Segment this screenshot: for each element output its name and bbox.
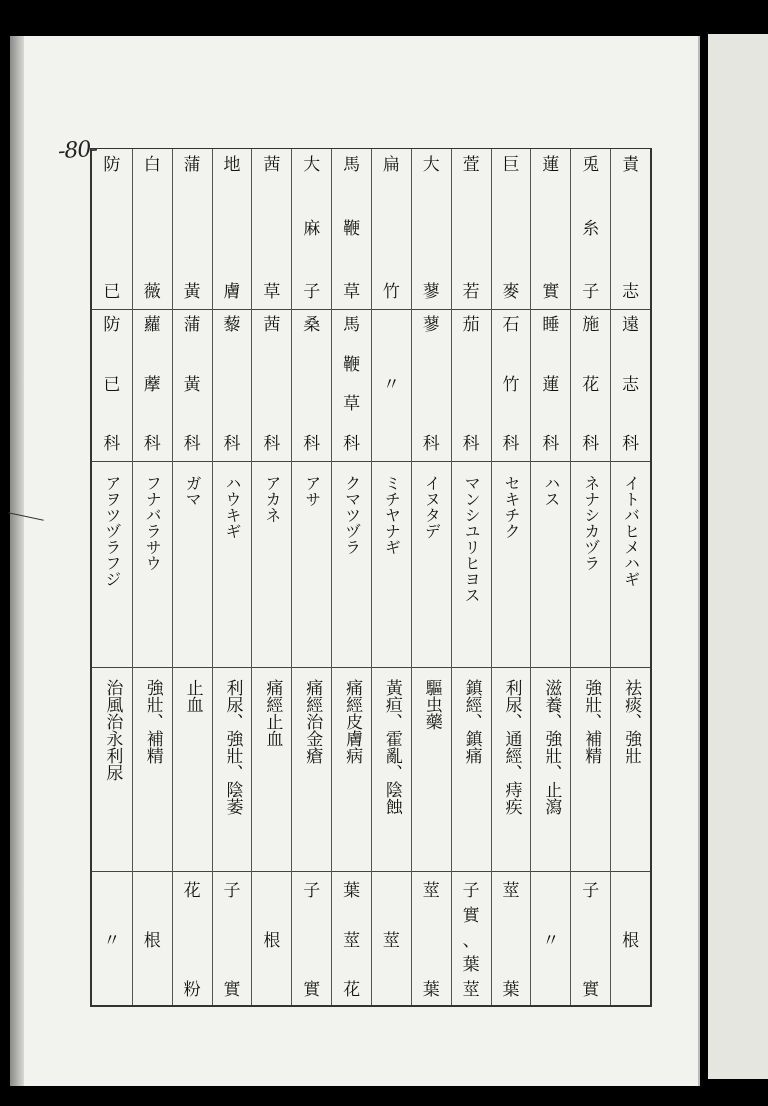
cell-part: 莖 葉 bbox=[502, 881, 520, 1000]
cell-use bbox=[332, 679, 371, 865]
cell-kana bbox=[571, 475, 610, 661]
cell-use bbox=[531, 679, 570, 865]
cell-part: 花 粉 bbox=[183, 881, 201, 1000]
cell-name: 大 蓼 bbox=[422, 155, 440, 302]
herb-column bbox=[291, 149, 331, 1005]
herb-column bbox=[331, 149, 371, 1005]
cell-part: 葉 莖 花 bbox=[343, 881, 361, 1000]
cell-kana bbox=[213, 475, 252, 661]
cell-kana bbox=[133, 475, 172, 661]
cell-part: 〃 bbox=[103, 930, 121, 951]
cell-use-text: 驅虫藥 bbox=[421, 679, 442, 730]
cell-kana-text: フナバラサウ bbox=[143, 475, 163, 571]
herb-column bbox=[371, 149, 411, 1005]
cell-kana-text: セキチク bbox=[501, 475, 521, 539]
cell-kana bbox=[252, 475, 291, 661]
cell-use bbox=[252, 679, 291, 865]
cell-kana-text: アサ bbox=[302, 475, 322, 507]
cell-use bbox=[452, 679, 491, 865]
cell-name: 兎 糸 子 bbox=[582, 155, 600, 302]
herb-column bbox=[92, 149, 132, 1005]
cell-use-text: 強壯、補精 bbox=[142, 679, 163, 764]
cell-use-text: 鎮經、鎮痛 bbox=[461, 679, 482, 764]
cell-kana bbox=[92, 475, 132, 661]
page-number: -80- bbox=[57, 136, 98, 165]
cell-use-text: 滋養、強壯、止瀉 bbox=[541, 679, 562, 815]
cell-kana-text: イトバヒメハギ bbox=[621, 475, 641, 587]
cell-use-text: 痛經治金瘡 bbox=[302, 679, 323, 764]
cell-use-text: 利尿、通經、痔疾 bbox=[501, 679, 522, 815]
cell-use-text: 祛痰、強壯 bbox=[621, 679, 642, 764]
cell-use-text: 強壯、補精 bbox=[581, 679, 602, 764]
cell-kana-text: ミチヤナギ bbox=[382, 475, 402, 555]
cell-part: 子 實 bbox=[582, 881, 600, 1000]
cell-kana bbox=[412, 475, 451, 661]
cell-kana bbox=[531, 475, 570, 661]
cell-part: 根 bbox=[143, 930, 161, 951]
herb-column bbox=[530, 149, 570, 1005]
cell-kana bbox=[452, 475, 491, 661]
herb-column bbox=[212, 149, 252, 1005]
cell-kana bbox=[492, 475, 531, 661]
cell-kana bbox=[173, 475, 212, 661]
cell-kana bbox=[611, 475, 650, 661]
cell-part: 子 實 、 葉 莖 bbox=[462, 881, 480, 1000]
cell-family: 蘿 藦 科 bbox=[143, 315, 161, 454]
cell-name: 萓 若 bbox=[462, 155, 480, 302]
cell-kana-text: クマツヅラ bbox=[342, 475, 362, 555]
cell-use-text: 痛經止血 bbox=[262, 679, 283, 747]
cell-part: 〃 bbox=[542, 930, 560, 951]
cell-part: 根 bbox=[622, 930, 640, 951]
cell-use bbox=[92, 679, 132, 865]
herb-column bbox=[451, 149, 491, 1005]
cell-kana bbox=[372, 475, 411, 661]
cell-part: 根 bbox=[263, 930, 281, 951]
cell-family: 施 花 科 bbox=[582, 315, 600, 454]
cell-use bbox=[292, 679, 331, 865]
cell-name: 茜 草 bbox=[263, 155, 281, 302]
cell-name: 巨 麥 bbox=[502, 155, 520, 302]
cell-family: 茄 科 bbox=[462, 315, 480, 454]
herb-column bbox=[411, 149, 451, 1005]
cell-name: 大 麻 子 bbox=[303, 155, 321, 302]
cell-use bbox=[372, 679, 411, 865]
herb-column bbox=[570, 149, 610, 1005]
cell-family: 藜 科 bbox=[223, 315, 241, 454]
cell-name: 防 已 bbox=[103, 155, 121, 302]
cell-use-text: 止血 bbox=[182, 679, 203, 713]
herb-table bbox=[90, 148, 652, 1007]
herb-column bbox=[132, 149, 172, 1005]
cell-name: 蓮 實 bbox=[542, 155, 560, 302]
cell-kana-text: マンシユリヒヨス bbox=[462, 475, 482, 603]
cell-use-text: 痛經皮膚病 bbox=[342, 679, 363, 764]
cell-name: 扁 竹 bbox=[382, 155, 400, 302]
cell-family: 防 已 科 bbox=[103, 315, 121, 454]
cell-name: 地 膚 bbox=[223, 155, 241, 302]
herb-column bbox=[172, 149, 212, 1005]
cell-family: 石 竹 科 bbox=[502, 315, 520, 454]
cell-kana-text: アカネ bbox=[262, 475, 282, 523]
cell-use bbox=[571, 679, 610, 865]
cell-name: 馬 鞭 草 bbox=[343, 155, 361, 302]
cell-part: 子 實 bbox=[223, 881, 241, 1000]
cell-family: 馬 鞭 草 科 bbox=[343, 315, 361, 454]
cell-kana bbox=[332, 475, 371, 661]
cell-use bbox=[611, 679, 650, 865]
cell-family: 桑 科 bbox=[303, 315, 321, 454]
cell-family: 蒲 黃 科 bbox=[183, 315, 201, 454]
cell-family: 茜 科 bbox=[263, 315, 281, 454]
herb-column bbox=[610, 149, 650, 1005]
cell-use bbox=[492, 679, 531, 865]
herb-column bbox=[251, 149, 291, 1005]
cell-part: 莖 葉 bbox=[422, 881, 440, 1000]
cell-part: 莖 bbox=[382, 930, 400, 951]
cell-kana bbox=[292, 475, 331, 661]
cell-kana-text: ガマ bbox=[183, 475, 203, 507]
cell-use bbox=[133, 679, 172, 865]
cell-family: 〃 bbox=[382, 374, 400, 395]
cell-family: 睡 蓮 科 bbox=[542, 315, 560, 454]
cell-part: 子 實 bbox=[303, 881, 321, 1000]
cell-use-text: 利尿、強壯、陰萎 bbox=[222, 679, 243, 815]
cell-use-text: 黃疸、霍亂、陰蝕 bbox=[381, 679, 402, 815]
cell-family: 遠 志 科 bbox=[622, 315, 640, 454]
cell-use bbox=[173, 679, 212, 865]
cell-kana-text: アヲツヅラフジ bbox=[102, 475, 122, 587]
cell-family: 蓼 科 bbox=[422, 315, 440, 454]
cell-kana-text: ハウキギ bbox=[222, 475, 242, 539]
cell-use bbox=[412, 679, 451, 865]
adjacent-page-edge bbox=[708, 34, 768, 1079]
cell-name: 蒲 黃 bbox=[183, 155, 201, 302]
cell-kana-text: イヌタデ bbox=[422, 475, 442, 539]
cell-use-text: 治風治永利尿 bbox=[102, 679, 123, 781]
cell-kana-text: ハス bbox=[541, 475, 561, 507]
cell-use bbox=[213, 679, 252, 865]
cell-name: 責 志 bbox=[622, 155, 640, 302]
cell-kana-text: ネナシカヅラ bbox=[581, 475, 601, 571]
cell-name: 白 薇 bbox=[143, 155, 161, 302]
herb-column bbox=[491, 149, 531, 1005]
